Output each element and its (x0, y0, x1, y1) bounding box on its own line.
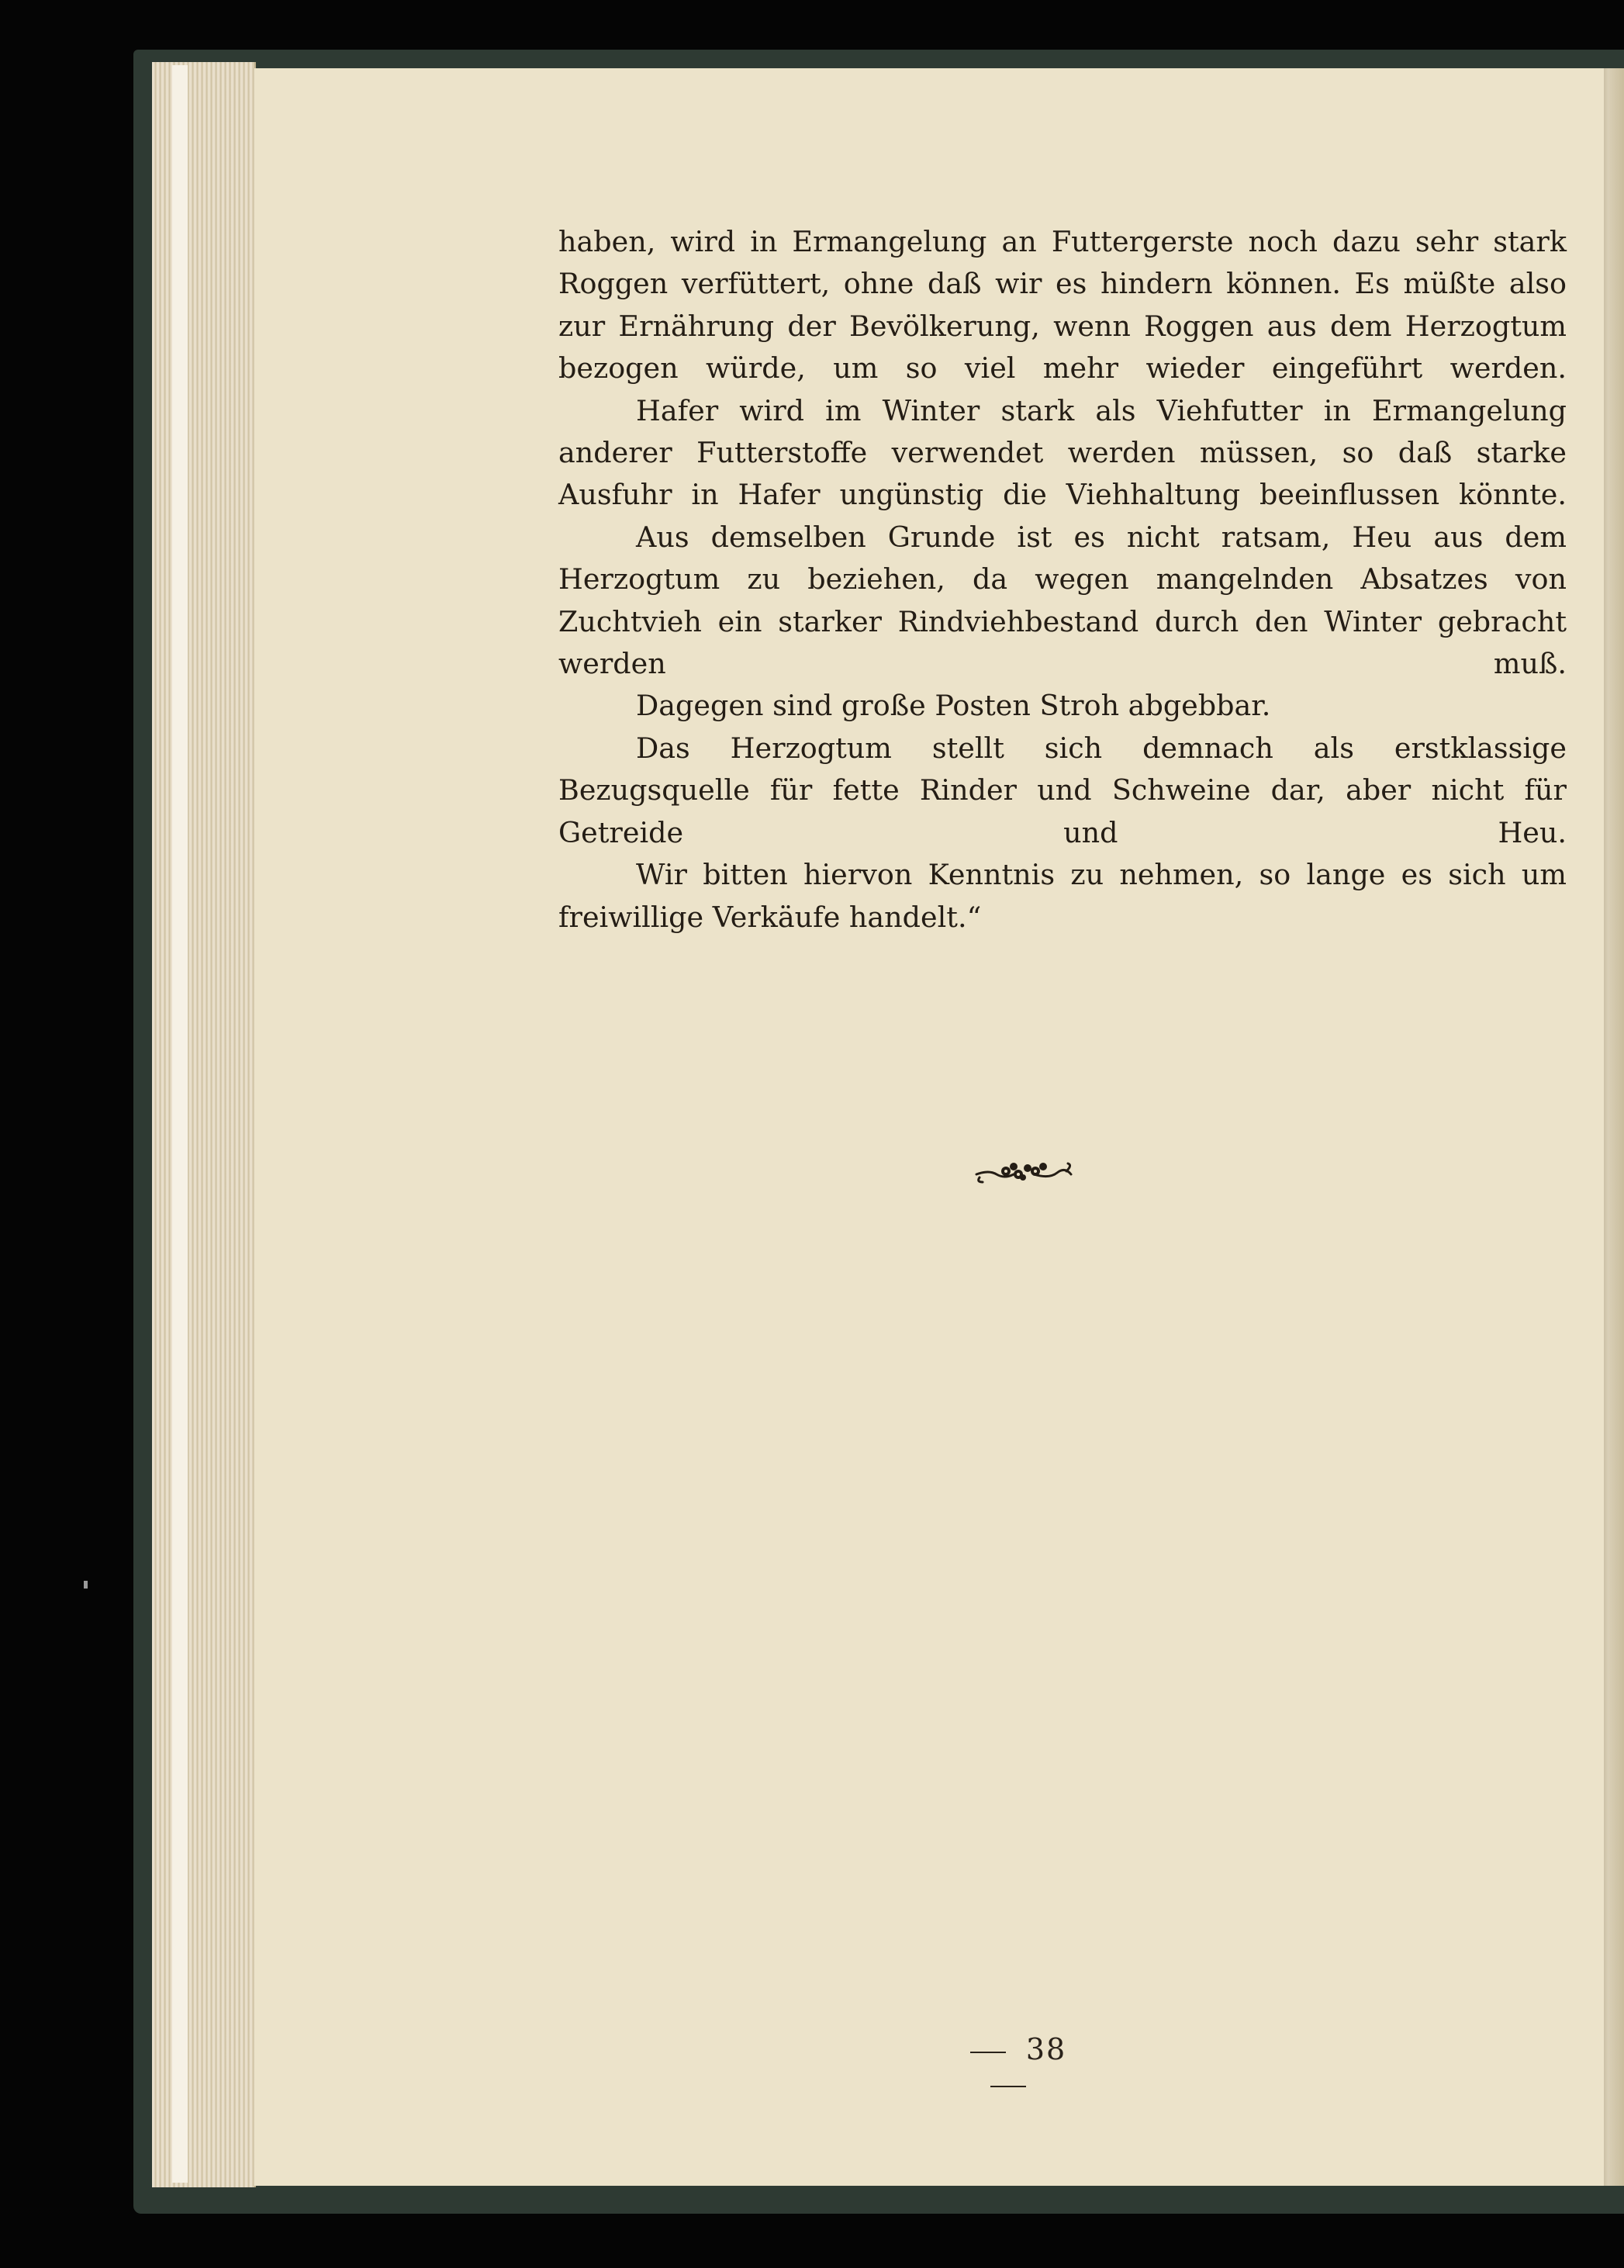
paragraph: Das Herzogtum stellt sich demnach als erstklassige Bezugsquelle für fette Rinder und Schweine dar, aber nicht für Getreide und Heu. (558, 731, 1567, 849)
paragraph: haben, wird in Ermangelung an Futtergerste noch dazu sehr stark Roggen verfüttert, ohne daß wir es hindern können. Es müßte also zur Ernährung der Bevölkerung, wenn Roggen aus dem Herzogtum bezogen würde, um so viel mehr wieder eingeführt werden. (558, 225, 1567, 385)
folio-dash-left (970, 2052, 1006, 2053)
page-edges (152, 62, 256, 2187)
floral-ornament-icon (973, 1154, 1074, 1188)
folio-dash-right (990, 2086, 1026, 2087)
page-number (915, 2032, 1101, 2100)
paragraph: Hafer wird im Winter stark als Viehfutter in Ermangelung anderer Futterstoffe verwendet werden müssen, so daß starke Ausfuhr in Hafer ungünstig die Viehhaltung beeinflussen könnte. (558, 393, 1567, 512)
paragraph: Aus demselben Grunde ist es nicht ratsam, Heu aus dem Herzogtum zu beziehen, da wegen mangelnden Absatzes von Zuchtvieh ein starker Rindviehbestand durch den Winter gebracht werden muß. (558, 520, 1567, 681)
paragraph: Dagegen sind große Posten Stroh abgebbar. (636, 689, 1271, 723)
paragraph: Wir bitten hiervon Kenntnis zu nehmen, so lange es sich um freiwillige Verkäufe handelt.“ (558, 858, 1567, 934)
page-edges-highlight (172, 65, 188, 2183)
dust-speck (84, 1581, 88, 1589)
page-number-text: 38 (1025, 2032, 1067, 2066)
body-text (558, 221, 1567, 939)
